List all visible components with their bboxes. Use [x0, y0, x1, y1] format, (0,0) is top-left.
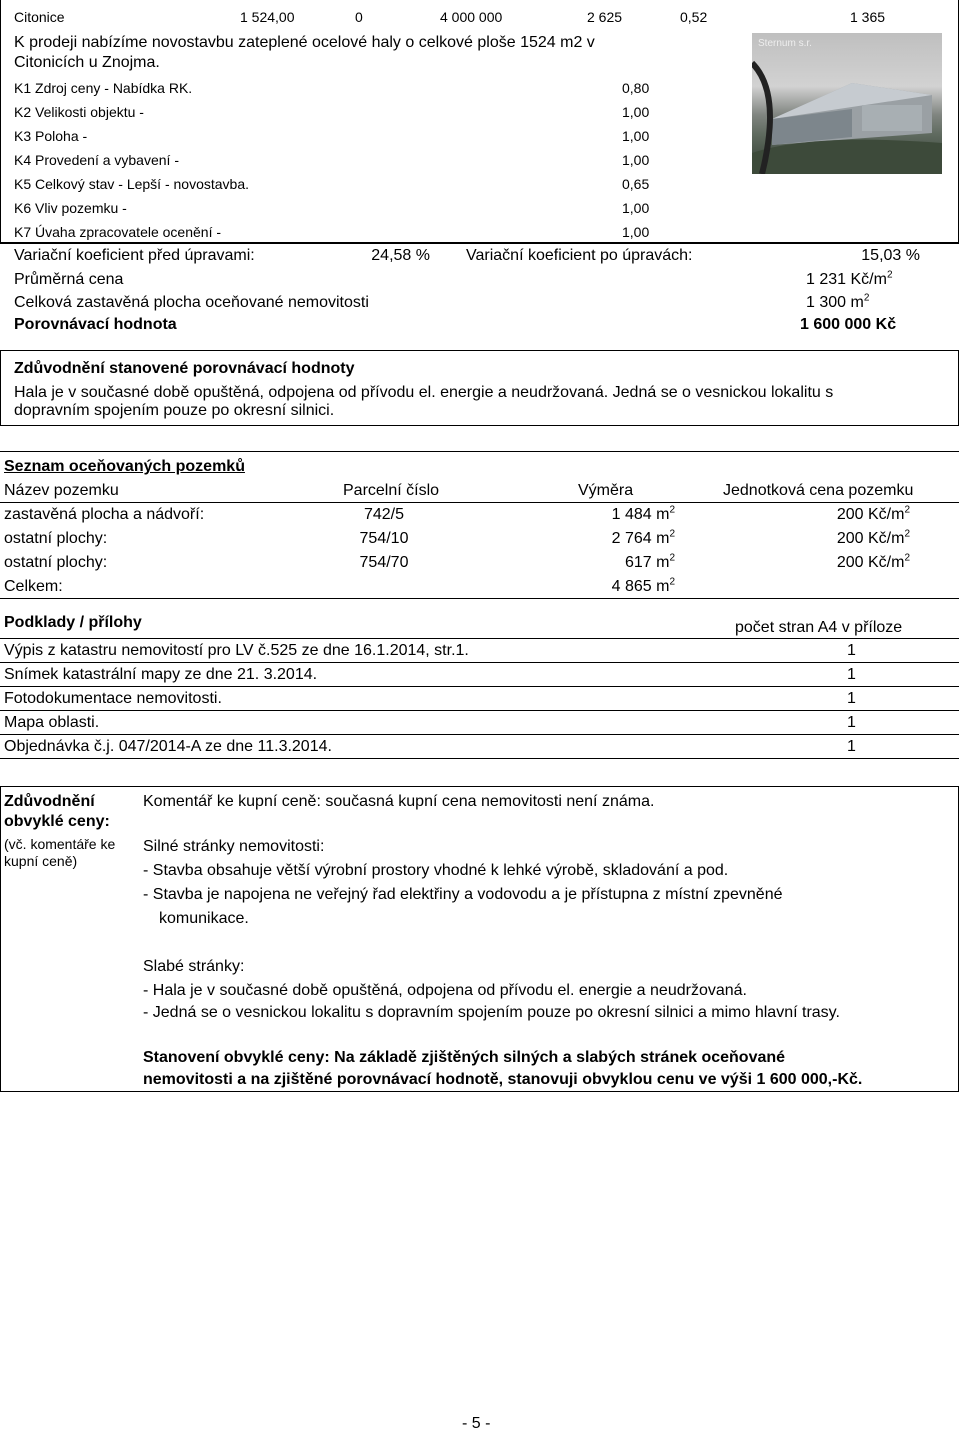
land-header-area: Výměra — [578, 482, 634, 499]
land-row-parcel-text: 754/10 — [359, 530, 409, 547]
comp-description-1: K prodeji nabízíme novostavbu zateplené ocelové haly o celkové ploše 1524 m2 v — [14, 34, 595, 51]
strengths-title: Silné stránky nemovitosti: — [143, 838, 325, 855]
coefficient-value: 1,00 — [622, 104, 650, 120]
land-header-price: Jednotková cena pozemku — [723, 482, 914, 499]
land-header-name: Název pozemku — [4, 482, 119, 499]
comparative-unit: Kč — [875, 316, 897, 333]
coefficient-label: K3 Poloha - — [14, 128, 88, 144]
attachment-pages: 1 — [847, 690, 856, 707]
photo-caption: Sternum s.r. — [758, 38, 812, 49]
attachment-label: Výpis z katastru nemovitostí pro LV č.525 ze dne 16.1.2014, str.1. — [4, 642, 469, 659]
usual-sub-2: kupní ceně) — [4, 853, 78, 869]
sup: 2 — [904, 504, 910, 516]
justification-line1: Hala je v současné době opuštěná, odpojena od přívodu el. energie a neudržovaná. Jedná se o vesnickou lokalitu s — [14, 384, 834, 401]
coefficient-value: 0,80 — [622, 80, 650, 96]
var-before-value: 24,58 % — [371, 247, 430, 264]
land-row-name-text: zastavěná plocha a nádvoří: — [4, 506, 205, 523]
attachment-pages: 1 — [847, 666, 856, 683]
land-row-price-text: 200 Kč/m — [836, 554, 905, 571]
coefficient-label: K6 Vliv pozemku - — [14, 200, 127, 216]
land-top-rule — [0, 451, 959, 452]
land-row-parcel — [330, 530, 438, 548]
justification-title: Zdůvodnění stanovené porovnávací hodnoty — [14, 360, 355, 377]
land-row-parcel — [330, 506, 438, 524]
sup: 2 — [669, 528, 675, 540]
weak-1: - Hala je v současné době opuštěná, odpojena od přívodu el. energie a neudržovaná. — [143, 982, 747, 999]
attachments-pages-header: počet stran A4 v příloze — [735, 619, 903, 636]
land-row-area — [540, 554, 675, 572]
justification-line2: dopravním spojením pouze po okresní silnici. — [14, 402, 335, 419]
attachment-pages: 1 — [847, 714, 856, 731]
avg-price-label: Průměrná cena — [14, 271, 124, 288]
land-row-parcel-text: 754/70 — [359, 554, 409, 571]
weak-2: - Jedná se o vesnickou lokalitu s dopravním spojením pouze po okresní silnici a mimo hlavní trasy. — [143, 1004, 840, 1021]
summary-top-rule — [0, 243, 959, 244]
coefficient-label: K4 Provedení a vybavení - — [14, 152, 179, 168]
sup: 2 — [863, 292, 870, 304]
land-row-name-text: ostatní plochy: — [4, 554, 108, 571]
land-row-price — [760, 506, 910, 524]
var-after-label: Variační koeficient po úpravách: — [466, 247, 693, 264]
attachment-rule — [0, 734, 959, 735]
coefficient-label: K7 Úvaha zpracovatele ocenění - — [14, 224, 222, 240]
land-row-price-text: 200 Kč/m — [836, 530, 905, 547]
usual-sub-1: (vč. komentáře ke — [4, 836, 116, 852]
land-row-area — [540, 506, 675, 524]
usual-comment: Komentář ke kupní ceně: současná kupní cena nemovitosti není známa. — [143, 793, 655, 810]
avg-price-number: 1 231 — [806, 271, 847, 288]
land-row-name — [4, 506, 204, 524]
coefficient-label: K5 Celkový stav - Lepší - novostavba. — [14, 176, 249, 192]
land-row-parcel — [330, 554, 438, 572]
coefficient-value: 1,00 — [622, 128, 650, 144]
usual-price-box — [0, 786, 959, 1092]
comparable-photo — [752, 33, 942, 174]
conclusion-2: nemovitosti a na zjištěné porovnávací hodnotě, stanovuji obvyklou cenu ve výši 1 600 000,-Kč. — [143, 1071, 863, 1088]
coefficient-value: 1,00 — [622, 152, 650, 168]
land-row-price — [760, 554, 910, 572]
attachment-label: Fotodokumentace nemovitosti. — [4, 690, 222, 707]
attachment-rule — [0, 710, 959, 711]
attachment-label: Objednávka č.j. 047/2014-A ze dne 11.3.2014. — [4, 738, 332, 755]
page-number: - 5 - — [462, 1415, 491, 1432]
attachments-header-rule — [0, 638, 959, 639]
built-area-value — [806, 294, 869, 312]
coefficient-value: 1,00 — [622, 200, 650, 216]
land-row-area-text: 617 m — [624, 554, 670, 571]
sup: 2 — [669, 552, 675, 564]
comp-name: Citonice — [14, 9, 65, 25]
land-row-name-text: ostatní plochy: — [4, 530, 108, 547]
sup: 2 — [904, 528, 910, 540]
var-before-label: Variační koeficient před úpravami: — [14, 247, 255, 264]
built-area-unit: m — [850, 294, 864, 311]
sup: 2 — [886, 269, 893, 281]
land-row-area-text: 2 764 m — [611, 530, 670, 547]
land-bottom-rule — [0, 598, 959, 599]
comparative-value — [800, 316, 896, 334]
hall-photo-graphic — [752, 33, 942, 174]
coefficient-value: 1,00 — [622, 224, 650, 240]
sup: 2 — [669, 504, 675, 516]
attachment-label: Snímek katastrální mapy ze dne 21. 3.2014. — [4, 666, 318, 683]
avg-price-unit: Kč/m — [850, 271, 887, 288]
attachment-rule — [0, 758, 959, 759]
built-area-label: Celková zastavěná plocha oceňované nemovitosti — [14, 294, 369, 311]
land-total-number: 4 865 m — [611, 578, 670, 595]
comp-description-2: Citonicích u Znojma. — [14, 54, 160, 71]
conclusion-1: Stanovení obvyklé ceny: Na základě zjištěných silných a slabých stránek oceňované — [143, 1049, 786, 1066]
strength-2b: komunikace. — [159, 910, 249, 927]
avg-price-value — [806, 271, 893, 289]
land-row-price-text: 200 Kč/m — [836, 506, 905, 523]
attachments-title: Podklady / přílohy — [4, 614, 142, 631]
coefficient-label: K1 Zdroj ceny - Nabídka RK. — [14, 80, 193, 96]
comp-coef: 0,52 — [680, 9, 708, 25]
comp-unit-price: 2 625 — [587, 9, 623, 25]
land-header-rule — [0, 502, 959, 503]
attachment-pages: 1 — [847, 642, 856, 659]
comp-price: 4 000 000 — [440, 9, 503, 25]
comparative-label: Porovnávací hodnota — [14, 316, 177, 333]
land-row-parcel-text: 742/5 — [363, 506, 405, 523]
land-total-label: Celkem: — [4, 578, 63, 595]
usual-heading-1: Zdůvodnění — [4, 793, 95, 810]
land-row-name — [4, 530, 107, 548]
comp-c3: 0 — [355, 9, 363, 25]
land-row-area — [540, 530, 675, 548]
sup: 2 — [904, 552, 910, 564]
strength-2a: - Stavba je napojena ne veřejný řad elektřiny a vodovodu a je přístupna z místní zpevněné — [143, 886, 783, 903]
comparative-number: 1 600 000 — [800, 316, 872, 333]
land-row-name — [4, 554, 107, 572]
sup: 2 — [669, 576, 675, 588]
attachment-rule — [0, 686, 959, 687]
land-row-area-text: 1 484 m — [611, 506, 670, 523]
var-after-value: 15,03 % — [861, 247, 920, 264]
comp-area: 1 524,00 — [240, 9, 295, 25]
strength-1: - Stavba obsahuje větší výrobní prostory vhodné k lehké výrobě, skladování a pod. — [143, 862, 729, 879]
attachment-pages: 1 — [847, 738, 856, 755]
land-total-area — [540, 578, 675, 596]
usual-heading-2: obvyklé ceny: — [4, 813, 110, 830]
land-header-parcel: Parcelní číslo — [343, 482, 440, 499]
weak-title: Slabé stránky: — [143, 958, 245, 975]
land-row-price — [760, 530, 910, 548]
comp-adjusted: 1 365 — [850, 9, 886, 25]
land-title: Seznam oceňovaných pozemků — [4, 458, 245, 475]
built-area-number: 1 300 — [806, 294, 847, 311]
attachment-label: Mapa oblasti. — [4, 714, 100, 731]
attachment-rule — [0, 662, 959, 663]
coefficient-value: 0,65 — [622, 176, 650, 192]
coefficient-label: K2 Velikosti objektu - — [14, 104, 144, 120]
